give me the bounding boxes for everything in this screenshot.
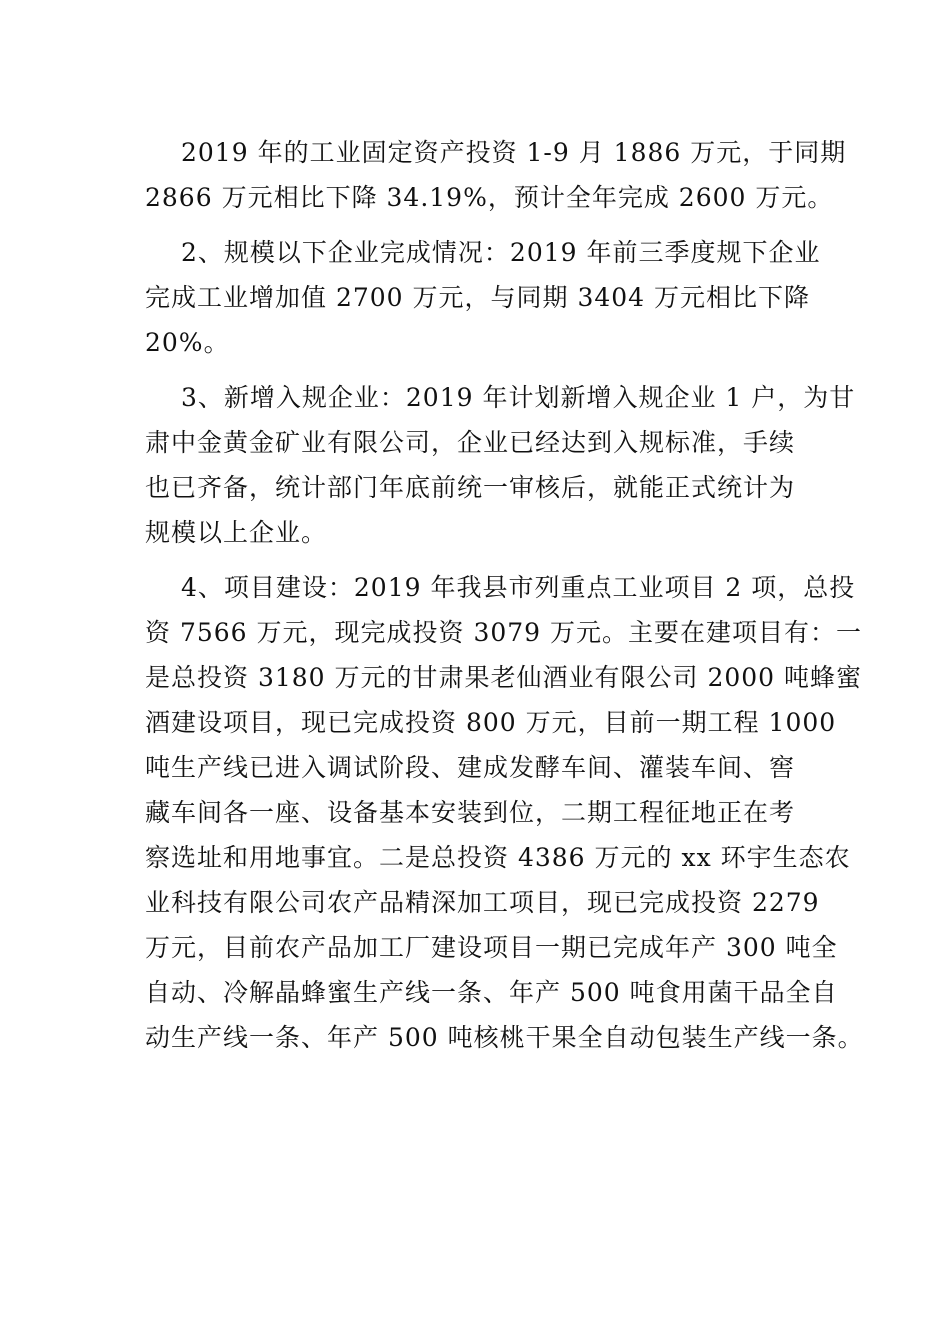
text-line: 资 7566 万元，现完成投资 3079 万元。主要在建项目有：一 bbox=[145, 618, 863, 647]
text-line: 肃中金黄金矿业有限公司，企业已经达到入规标准，手续 bbox=[145, 428, 796, 457]
text-line: 藏车间各一座、设备基本安装到位，二期工程征地正在考 bbox=[145, 798, 796, 827]
text-line: 是总投资 3180 万元的甘肃果老仙酒业有限公司 2000 吨蜂蜜 bbox=[145, 663, 863, 692]
text-line: 2866 万元相比下降 34.19%，预计全年完成 2600 万元。 bbox=[145, 183, 834, 212]
text-line: 4、项目建设：2019 年我县市列重点工业项目 2 项，总投 bbox=[181, 573, 856, 602]
text-line: 吨生产线已进入调试阶段、建成发酵车间、灌装车间、窖 bbox=[145, 753, 796, 782]
paragraph-project-construction bbox=[145, 565, 864, 1060]
text-line: 酒建设项目，现已完成投资 800 万元，目前一期工程 1000 bbox=[145, 708, 837, 737]
text-line: 3、新增入规企业：2019 年计划新增入规企业 1 户，为甘 bbox=[181, 383, 856, 412]
text-line: 2019 年的工业固定资产投资 1-9 月 1886 万元，于同期 bbox=[181, 138, 847, 167]
text-line: 规模以上企业。 bbox=[145, 518, 328, 547]
text-line: 2、规模以下企业完成情况：2019 年前三季度规下企业 bbox=[181, 238, 821, 267]
text-line: 业科技有限公司农产品精深加工项目，现已完成投资 2279 bbox=[145, 888, 820, 917]
text-line: 也已齐备，统计部门年底前统一审核后，就能正式统计为 bbox=[145, 473, 796, 502]
text-line: 20%。 bbox=[145, 328, 230, 357]
text-line: 动生产线一条、年产 500 吨核桃干果全自动包装生产线一条。 bbox=[145, 1023, 864, 1052]
paragraph-below-scale-enterprises bbox=[145, 230, 825, 365]
text-line: 万元，目前农产品加工厂建设项目一期已完成年产 300 吨全 bbox=[145, 933, 838, 962]
text-line: 自动、冷解晶蜂蜜生产线一条、年产 500 吨食用菌干品全自 bbox=[145, 978, 838, 1007]
paragraph-new-enterprises bbox=[145, 375, 856, 555]
paragraph-fixed-asset-investment bbox=[145, 130, 847, 220]
document-body bbox=[145, 130, 864, 1070]
text-line: 完成工业增加值 2700 万元，与同期 3404 万元相比下降 bbox=[145, 283, 811, 312]
text-line: 察选址和用地事宜。二是总投资 4386 万元的 xx 环宇生态农 bbox=[145, 843, 851, 872]
